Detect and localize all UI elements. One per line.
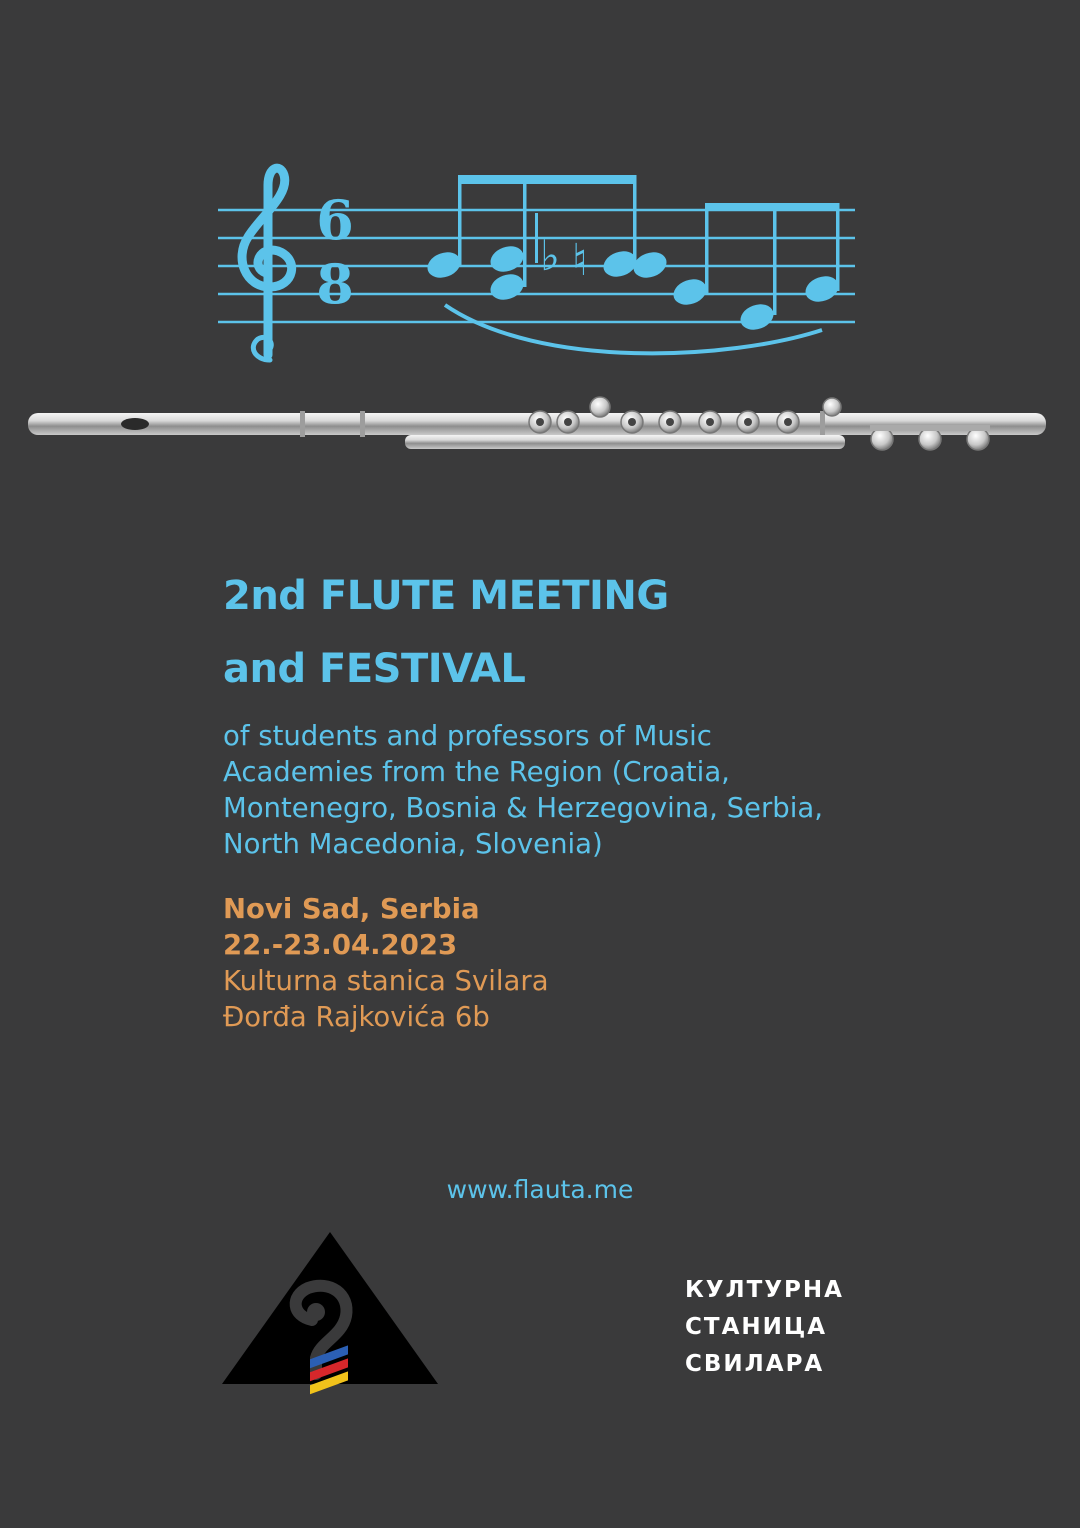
venue-address: Đorđa Rajkovića 6b [223,1001,490,1033]
natural-icon: ♮ [572,235,588,286]
flat-icon: ♭ [540,231,560,280]
flute-illustration [20,385,1060,460]
time-signature-top: 6 [316,188,354,252]
venue-place: Kulturna stanica Svilara [223,965,549,997]
venue-city: Novi Sad, Serbia [223,893,480,925]
festival-logo-icon [220,1232,440,1422]
description-line: of students and professors of Music [223,720,712,752]
website-link[interactable]: www.flauta.me [446,1175,634,1204]
time-signature-bottom: 8 [316,252,354,316]
event-title-line-2: and FESTIVAL [223,646,526,692]
description-line: North Macedonia, Slovenia) [223,828,603,860]
note-group-2 [670,203,842,334]
music-score-illustration [210,155,870,365]
organizer-logo [685,1272,844,1383]
organizer-logo-line: КУЛТУРНА [685,1277,844,1303]
venue-info [223,891,549,1035]
organizer-logo-line: СВИЛАРА [685,1351,825,1377]
treble-clef-icon [242,168,292,360]
organizer-logo-line: СТАНИЦА [685,1314,828,1340]
event-title-line-1: 2nd FLUTE MEETING [223,573,669,619]
description-line: Academies from the Region (Croatia, [223,756,730,788]
event-dates: 22.-23.04.2023 [223,929,458,961]
event-description [223,718,883,862]
description-line: Montenegro, Bosnia & Herzegovina, Serbia, [223,792,823,824]
note-group-1 [424,175,670,304]
